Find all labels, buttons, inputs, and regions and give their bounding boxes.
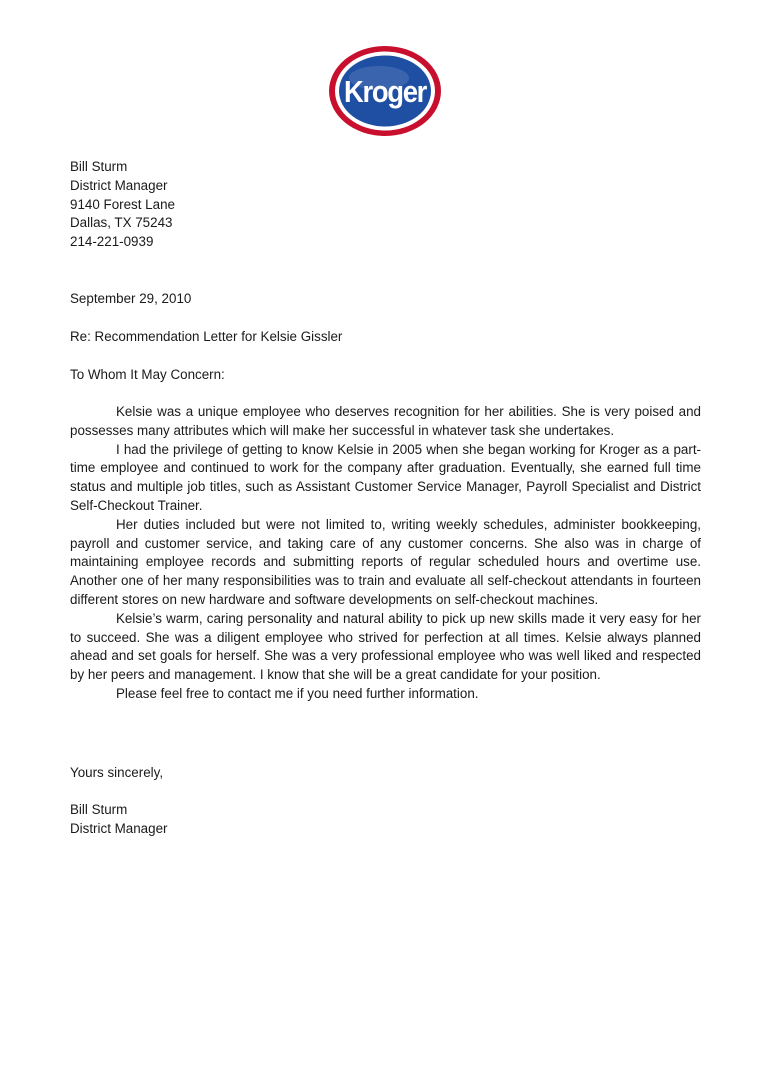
kroger-logo xyxy=(327,44,443,138)
body-paragraph: I had the privilege of getting to know Kelsie in 2005 when she began working for Kroger as a part-time employee and continued to work for the company after graduation. Eventually, she earned full time status and multiple job titles, such as Assistant Customer Service Manager, Payroll Specialist and District Self-Checkout Trainer. xyxy=(70,441,701,513)
signature-block xyxy=(70,801,710,839)
letter-body xyxy=(70,403,701,704)
letter-subject: Re: Recommendation Letter for Kelsie Gissler xyxy=(70,329,343,344)
sender-city: Dallas, TX 75243 xyxy=(70,215,173,231)
body-paragraph: Kelsie’s warm, caring personality and natural ability to pick up new skills made it very easy for her to succeed. She was a diligent employee who strived for perfection at all times. Kelsie always planned ahead and set goals for herself. She was a very professional employee who was well liked and respected by her peers and management. I know that she will be a great candidate for your position. xyxy=(70,610,701,683)
sender-name: Bill Sturm xyxy=(70,159,128,174)
closing: Yours sincerely, xyxy=(70,765,164,780)
body-paragraph: Please feel free to contact me if you need further information. xyxy=(116,685,479,701)
sender-address xyxy=(70,158,710,252)
logo-wordmark: Kroger xyxy=(344,74,428,109)
sender-street: 9140 Forest Lane xyxy=(70,196,175,212)
signature-title: District Manager xyxy=(70,820,168,836)
body-paragraph: Her duties included but were not limited to, writing weekly schedules, administer bookkeeping, payroll and customer service, and taking care of any customer concerns. She also was in charge of maintaining employee records and submitting reports of regular scheduled hours and overtime use. Another one of her many responsibilities was to train and evaluate all self-checkout attendants in fourteen different stores on new hardware and software developments on self-checkout machines. xyxy=(70,516,701,607)
signature-name: Bill Sturm xyxy=(70,802,128,817)
sender-phone: 214-221-0939 xyxy=(70,234,154,250)
salutation: To Whom It May Concern: xyxy=(70,367,225,382)
letter-date: September 29, 2010 xyxy=(70,291,192,306)
sender-title: District Manager xyxy=(70,177,168,193)
body-paragraph: Kelsie was a unique employee who deserves recognition for her abilities. She is very poised and possesses many attributes which will make her successful in whatever task she undertakes. xyxy=(70,404,701,438)
